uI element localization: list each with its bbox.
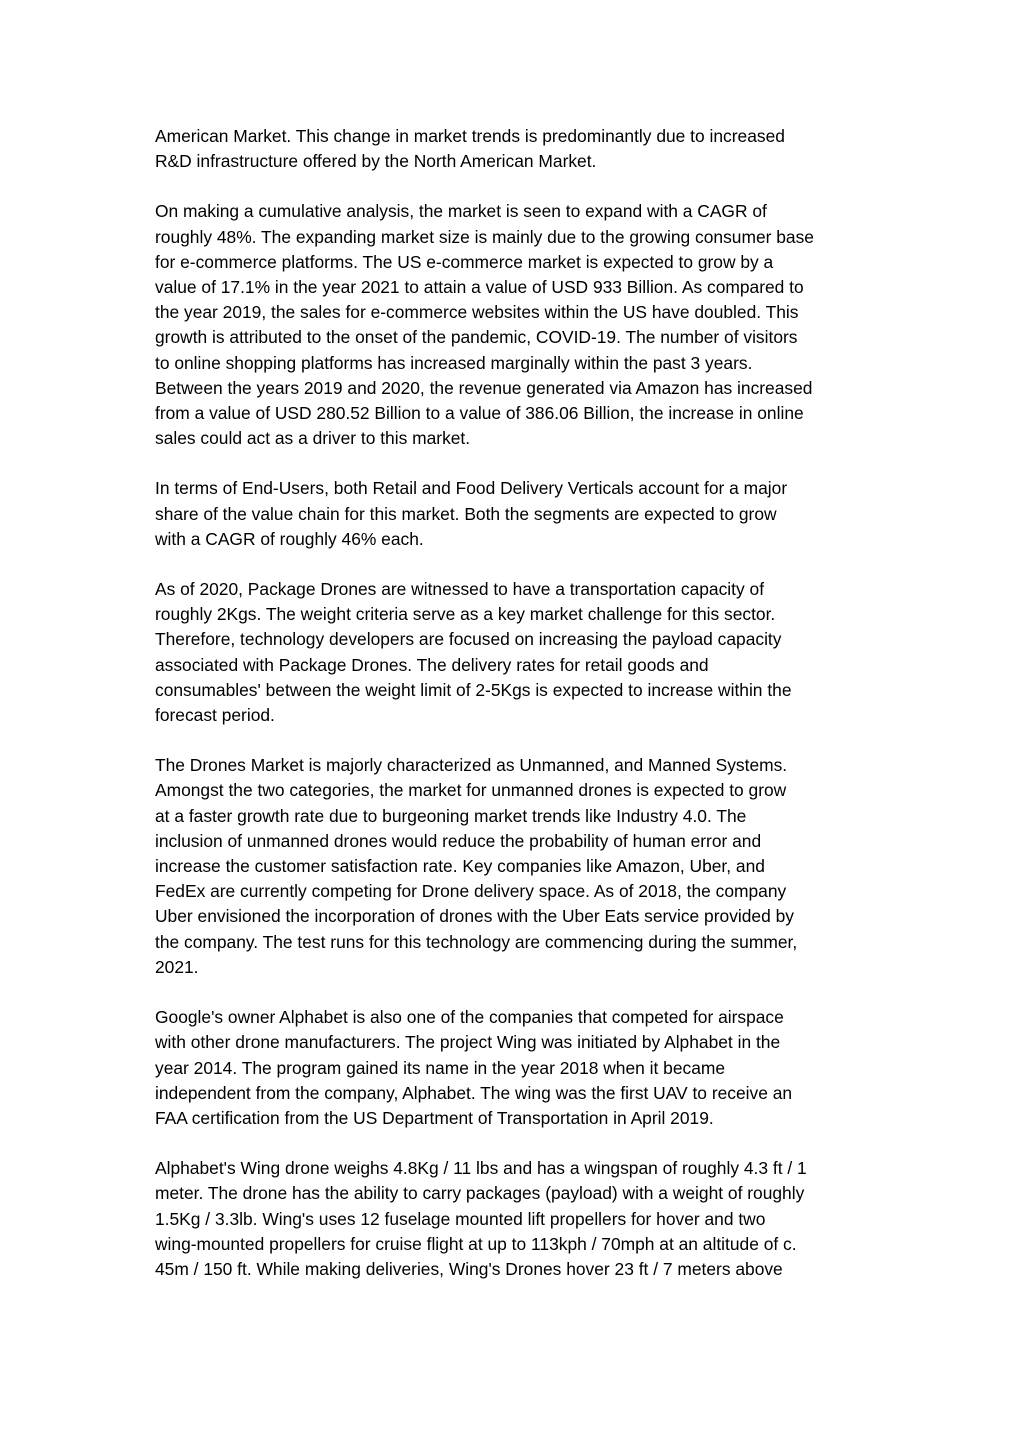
- text-line: year 2014. The program gained its name in the year 2018 when it became: [155, 1057, 726, 1078]
- text-line: Amongst the two categories, the market for unmanned drones is expected to grow: [155, 780, 787, 801]
- text-line: Between the years 2019 and 2020, the revenue generated via Amazon has increased: [155, 377, 813, 398]
- text-line: the year 2019, the sales for e-commerce websites within the US have doubled. This: [155, 302, 799, 323]
- text-line: 2021.: [155, 956, 199, 977]
- text-line: with other drone manufacturers. The project Wing was initiated by Alphabet in the: [155, 1032, 781, 1053]
- text-line: wing-mounted propellers for cruise flight at up to 113kph / 70mph at an altitude of c.: [155, 1233, 797, 1254]
- paragraph: [155, 1156, 885, 1282]
- text-line: Google's owner Alphabet is also one of the companies that competed for airspace: [155, 1007, 784, 1028]
- paragraph: [155, 124, 885, 174]
- text-line: The Drones Market is majorly characterized as Unmanned, and Manned Systems.: [155, 755, 788, 776]
- text-line: associated with Package Drones. The delivery rates for retail goods and: [155, 654, 709, 675]
- text-line: In terms of End-Users, both Retail and Food Delivery Verticals account for a major: [155, 478, 788, 499]
- text-line: independent from the company, Alphabet. The wing was the first UAV to receive an: [155, 1082, 793, 1103]
- text-line: forecast period.: [155, 705, 275, 726]
- text-line: sales could act as a driver to this market.: [155, 428, 471, 449]
- text-line: Alphabet's Wing drone weighs 4.8Kg / 11 lbs and has a wingspan of roughly 4.3 ft / 1: [155, 1158, 807, 1179]
- text-line: American Market. This change in market trends is predominantly due to increased: [155, 126, 785, 146]
- text-line: roughly 2Kgs. The weight criteria serve as a key market challenge for this sector.: [155, 604, 776, 625]
- text-line: share of the value chain for this market. Both the segments are expected to grow: [155, 503, 777, 524]
- text-line: Therefore, technology developers are focused on increasing the payload capacity: [155, 629, 782, 650]
- text-line: R&D infrastructure offered by the North American Market.: [155, 151, 597, 172]
- paragraph: [155, 753, 885, 980]
- text-line: to online shopping platforms has increased marginally within the past 3 years.: [155, 352, 753, 373]
- text-line: increase the customer satisfaction rate. Key companies like Amazon, Uber, and: [155, 856, 765, 877]
- text-line: FedEx are currently competing for Drone delivery space. As of 2018, the company: [155, 881, 787, 902]
- document-body: [155, 124, 885, 1307]
- text-line: for e-commerce platforms. The US e-commerce market is expected to grow by a: [155, 251, 774, 272]
- text-line: Uber envisioned the incorporation of drones with the Uber Eats service provided by: [155, 906, 794, 927]
- paragraph: [155, 199, 885, 451]
- text-line: roughly 48%. The expanding market size is mainly due to the growing consumer base: [155, 226, 814, 247]
- text-line: As of 2020, Package Drones are witnessed to have a transportation capacity of: [155, 579, 765, 600]
- paragraph: [155, 577, 885, 728]
- text-line: 1.5Kg / 3.3lb. Wing's uses 12 fuselage mounted lift propellers for hover and two: [155, 1208, 766, 1229]
- paragraph: [155, 1005, 885, 1131]
- text-line: with a CAGR of roughly 46% each.: [155, 528, 424, 549]
- text-line: consumables' between the weight limit of 2-5Kgs is expected to increase within the: [155, 679, 792, 700]
- text-line: value of 17.1% in the year 2021 to attain a value of USD 933 Billion. As compared to: [155, 277, 804, 298]
- text-line: FAA certification from the US Department of Transportation in April 2019.: [155, 1107, 714, 1128]
- text-line: inclusion of unmanned drones would reduce the probability of human error and: [155, 830, 762, 851]
- text-line: growth is attributed to the onset of the pandemic, COVID-19. The number of visitors: [155, 327, 798, 348]
- text-line: meter. The drone has the ability to carry packages (payload) with a weight of roughly: [155, 1183, 805, 1204]
- text-line: On making a cumulative analysis, the market is seen to expand with a CAGR of: [155, 201, 767, 222]
- text-line: the company. The test runs for this technology are commencing during the summer,: [155, 931, 798, 952]
- text-line: at a faster growth rate due to burgeoning market trends like Industry 4.0. The: [155, 805, 747, 826]
- text-line: from a value of USD 280.52 Billion to a value of 386.06 Billion, the increase in online: [155, 403, 804, 424]
- text-line: 45m / 150 ft. While making deliveries, Wing's Drones hover 23 ft / 7 meters above: [155, 1258, 783, 1279]
- paragraph: [155, 476, 885, 552]
